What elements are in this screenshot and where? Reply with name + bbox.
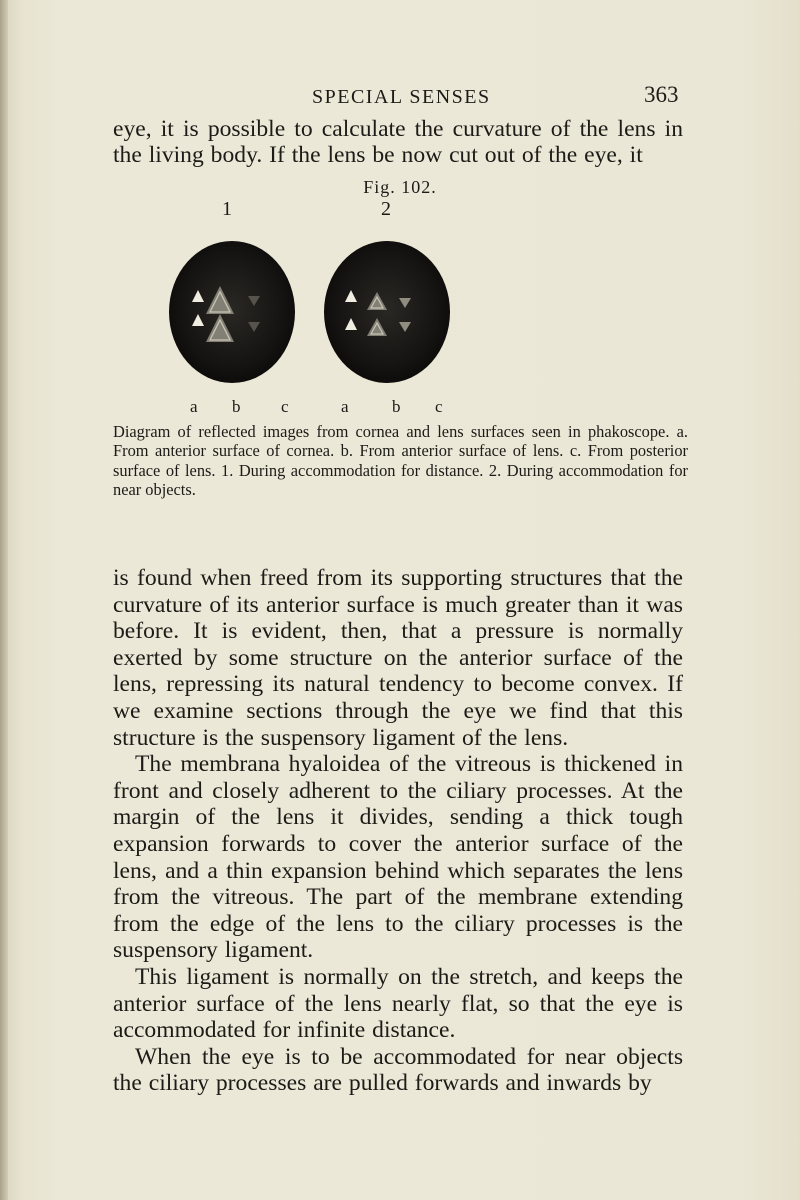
figure-label: Fig. 102. (363, 177, 437, 197)
panel2-letter-b: b (392, 397, 401, 416)
body-paragraph: When the eye is to be accommodated for near objects the ciliary processes are pulled forwards and inwards by (113, 1043, 683, 1097)
figure-panel-number-1: 1 (222, 198, 232, 220)
body-paragraph: This ligament is normally on the stretch, and keeps the anterior surface of the lens nearly flat, so that the eye is accommodated for infinite distance. (113, 963, 683, 1044)
phakoscope-image-near (321, 214, 453, 394)
body-paragraph: is found when freed from its supporting structures that the curvature of its anterior surface is much greater than it was before. It is evident, then, that a pressure is normally exerted by some structure on the anterior surface of the lens, repressing its natural tendency to become convex. If we examine sections through the eye we find that this structure is the suspensory ligament of the lens. (113, 565, 683, 751)
running-title: SPECIAL SENSES (312, 86, 491, 108)
intro-paragraph: eye, it is possible to calculate the curvature of the lens in the living body. If the lens be now cut out of the eye, it (113, 116, 683, 169)
panel2-letter-c: c (435, 397, 443, 416)
body-paragraph: The membrana hyaloidea of the vitreous is thickened in front and closely adherent to the ciliary processes. At the margin of the lens it divides, sending a thick tough expansion forwards to cover the anterior surface of the lens, and a thin expansion behind which separates the lens from the vitreous. The part of the membrane extending from the edge of the lens to the ciliary processes is the suspensory ligament. (113, 751, 683, 964)
panel1-letter-a: a (190, 397, 198, 416)
page-number: 363 (644, 82, 679, 107)
phakoscope-image-distance (166, 214, 298, 394)
panel1-letter-b: b (232, 397, 241, 416)
body-text (113, 565, 683, 1097)
panel2-letter-a: a (341, 397, 349, 416)
panel1-letter-c: c (281, 397, 289, 416)
figure-panel-number-2: 2 (381, 198, 391, 220)
figure-caption: Diagram of reflected images from cornea and lens surfaces seen in phakoscope. a. From anterior surface of cornea. b. From anterior surface of lens. c. From posterior surface of lens. 1. During accommodation for distance. 2. During accommodation for near objects. (113, 422, 688, 500)
